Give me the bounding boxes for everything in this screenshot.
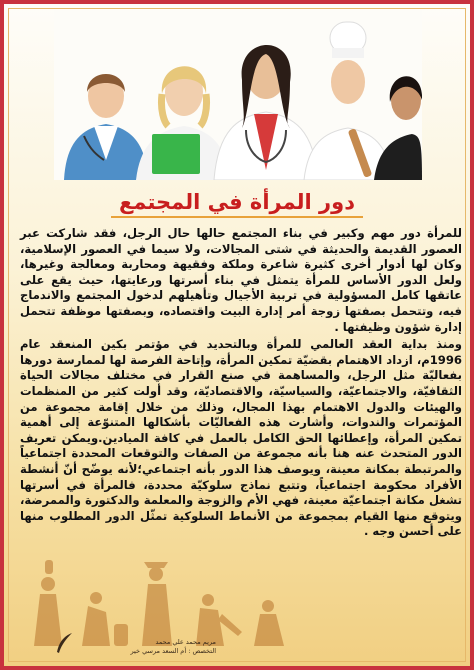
title-block bbox=[4, 190, 470, 218]
author-signature bbox=[76, 638, 216, 656]
article-paragraph: ومنذ بداية العقد العالمي للمرأة وبالتحديد في مؤتمر بكين المنعقد عام 1996م، ازداد الاهتمام بقضيّة تمكين المرأة، وإتاحة الفرصة لها لممارسة دورها بفعاليّة مثل الرجل، والمساهمة في صنع القرار في مختلف مجالات الحياة الثقافيّة، والاجتماعيّة، والسياسيّة، والاقتصاديّة، وقد أولت كثير من المنظمات والهيئات والدول الاهتمام بهذا المجال، وذلك من خلال إقامة مجموعة من المؤتمرات والندوات، وأشارت هذه الفعاليّات بأشكالها المتنوّعة إلى أهمية تمكين المرأة، وإعطائها الحق الكامل بالعمل في كافة الميادين.ويمكن تعريف الدور المتحدث عنه هنا بأنه مجموعة من الصفات والتوقعات المحددة اجتماعياً والمرتبطة بمكانة معينة، ويوصف هذا الدور بأنه اجتماعي؛لأنه يوضّح أنّ أنشطة الأفراد محكومة اجتماعياً، وتتبع نماذج سلوكيّة محددة، فالمرأة في أسرتها تشغل مكانة اجتماعيّة معينة، فهي الأم والزوجة والمعلمة والدكتورة والممرضة، ويتوقع منها القيام بمجموعة من الأنماط السلوكية تمثّل الدور المطلوب منها على أحسن وجه . bbox=[20, 337, 462, 539]
article-body bbox=[20, 226, 462, 540]
professional-women-photo bbox=[54, 10, 422, 180]
author-note: التخصص : أم السعد مرسي خير bbox=[130, 647, 216, 655]
quill-icon bbox=[54, 632, 74, 654]
page-title: دور المرأة في المجتمع bbox=[111, 190, 363, 218]
author-name: مريم محمد علي محمد bbox=[155, 638, 216, 646]
article-paragraph: للمرأة دور مهم وكبير في بناء المجتمع حالها حال الرجل، فقد شاركت عبر العصور القديمة والحديثة في شتى المجالات، ولا سيما في العصور الإسلامية، وكان لها أدوار أخرى كثيرة شاعرة وملكة وفقيهة ومحاربة ومعالجة وغيرها، ولعل الدور الأساس للمرأة يتمثل في بناء أسرتها ورعايتها، حيث يقع على عاتقها كامل المسؤولية في تربية الأجيال وتأهيلهم لدخول المجتمع والاندماج فيه، وتتحمل بصفتها زوجة أمر إدارة البيت واقتصاده، وبصفتها موظفة تتحمل إدارة شؤون وظيفتها . bbox=[20, 226, 462, 334]
